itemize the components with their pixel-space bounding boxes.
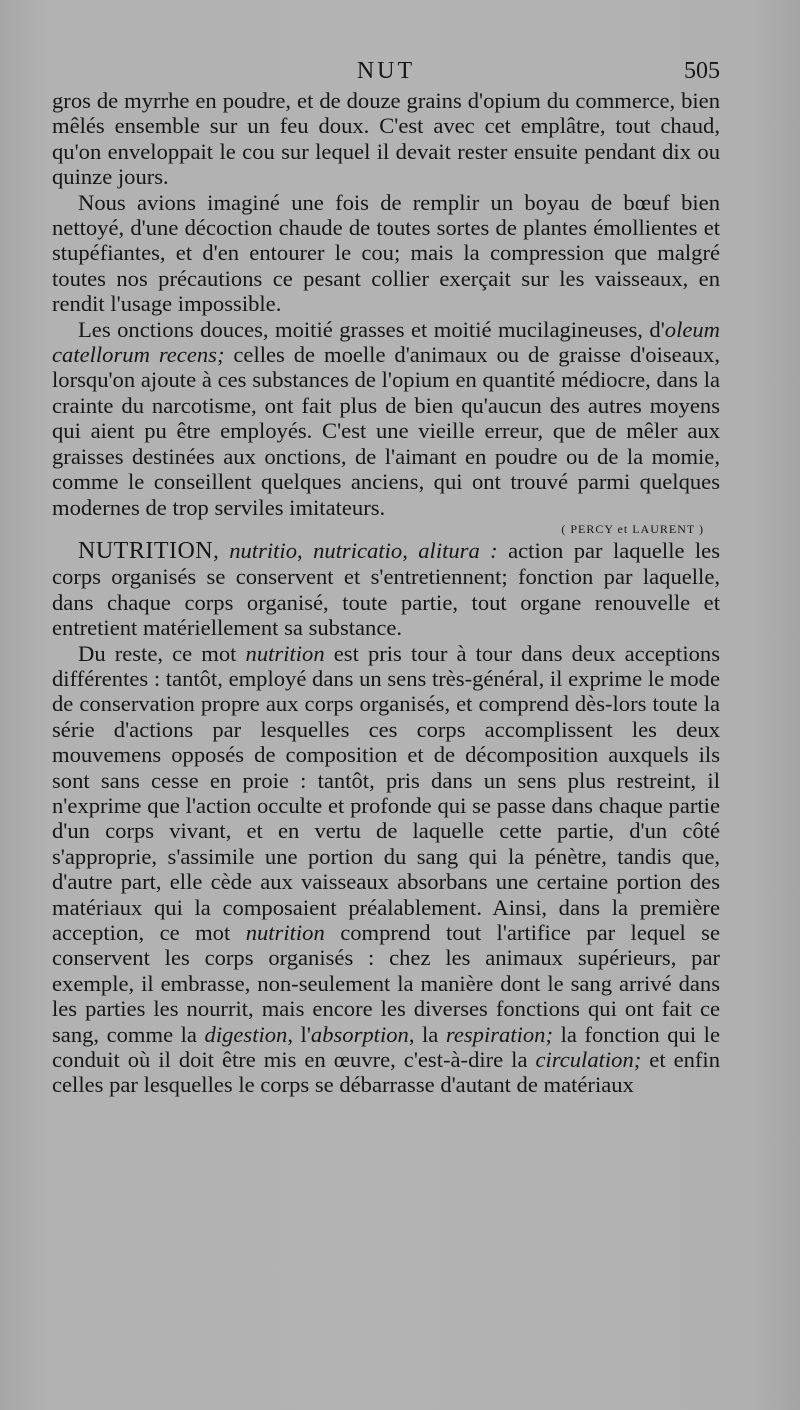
p5-e: comprend tout l'artifice par lequel se conservent les corps organisés : chez les animaux supérieurs, par exemple, il embrasse, non-seulement la manière dont le sang arrivé dans les parties les nourrit, mais encore les diverses fonctions qui ont fait ce sang, comme la [52,920,720,1047]
p5-g: , l' [287,1021,311,1047]
entry-sep-2: , [297,537,314,563]
paragraph-2: Nous avions imaginé une fois de remplir un boyau de bœuf bien nettoyé, d'une décoction chaude de toutes sortes de plantes émollientes et stupéfiantes, et d'en entourer le cou; mais la compression que malgré toutes nos précautions ce pesant collier exerçait sur les vaisseaux, en rendit l'usage impossible. [52,189,720,317]
latin-nutritio: nutritio [229,537,297,563]
p5-m: et enfin celles par lesquelles le corps se débarrasse d'autant de matériaux [52,1047,720,1098]
term-respiration: respiration; [445,1021,554,1047]
entry-sep-3: , [402,537,419,563]
term-digestion: digestion [204,1021,288,1047]
entry-definition: action par laquelle les corps organisés se conservent et s'entretiennent; fonction par laquelle, dans chaque corps organisé, toute partie, tout organe renouvelle et entretient matériellement sa substance. [52,537,721,641]
body-text [52,88,720,1098]
entry-nutrition [52,538,720,641]
term-nutrition-2: nutrition [245,920,325,945]
p5-k: la fonction qui le conduit où il doit être mis en œuvre, c'est-à-dire la [52,1021,720,1073]
author-signature: ( PERCY et LAURENT ) [561,521,704,536]
p5-i: , la [408,1021,446,1047]
entry-headword: NUTRITION [78,537,214,564]
p5-a: Du reste, ce mot [78,640,246,666]
running-head: NUT [356,58,416,84]
p5-c: est pris tour à tour dans deux acceptions différentes : tantôt, employé dans un sens très-général, il exprime le mode de conservation propre aux corps organisés, et comprend dès-lors toute la série d'actions par lesquelles ces corps accomplissent les deux mouvemens opposés de composition et de décomposition auxquels ils sont sans cesse en proie : tantôt, pris dans un sens plus restreint, il n'exprime que l'action occulte et profonde qui se passe dans chaque partie d'un corps vivant, et en vertu de laquelle cette partie, d'un côté s'approprie, s'assimile une portion du sang qui la pénètre, tandis que, d'autre part, elle cède aux vaisseaux absorbans une certaine portion des matériaux qui la composaient préalablement. Ainsi, dans la première acception, ce mot [52,640,720,945]
page-number: 505 [684,58,720,84]
latin-nutricatio: nutricatio [313,537,403,563]
term-absorption: absorption [310,1021,409,1047]
entry-sep-1: , [213,537,230,563]
latin-alitura: alitura : [418,537,498,563]
page-header [52,58,720,88]
paragraph-3 [52,317,720,520]
latin-term-oleum: oleum catellorum recens; [52,316,720,368]
term-circulation: circulation; [535,1047,642,1073]
paragraph-5 [52,641,720,1098]
paragraph-1: gros de myrrhe en poudre, et de douze grains d'opium du commerce, bien mêlés ensemble sur un feu doux. C'est avec cet emplâtre, tout chaud, qu'on enveloppait le cou sur lequel il devait rester ensuite pendant dix ou quinze jours. [52,88,720,190]
term-nutrition-1: nutrition [245,640,325,666]
paragraph-3-text-c: celles de moelle d'animaux ou de graisse d'oiseaux, lorsqu'on ajoute à ces substances de l'opium en quantité médiocre, dans la crainte du narcotisme, ont fait plus de bien qu'aucun des autres moyens qui aient pu être employés. C'est une vieille erreur, que de mêler aux graisses destinées aux onctions, de l'aimant en poudre ou de la momie, comme le conseillent quelques anciens, qui ont trouvé parmi quelques modernes de trop serviles imitateurs. [52,342,720,520]
paragraph-3-text-a: Les onctions douces, moitié grasses et moitié mucilagineuses, d' [78,316,665,342]
